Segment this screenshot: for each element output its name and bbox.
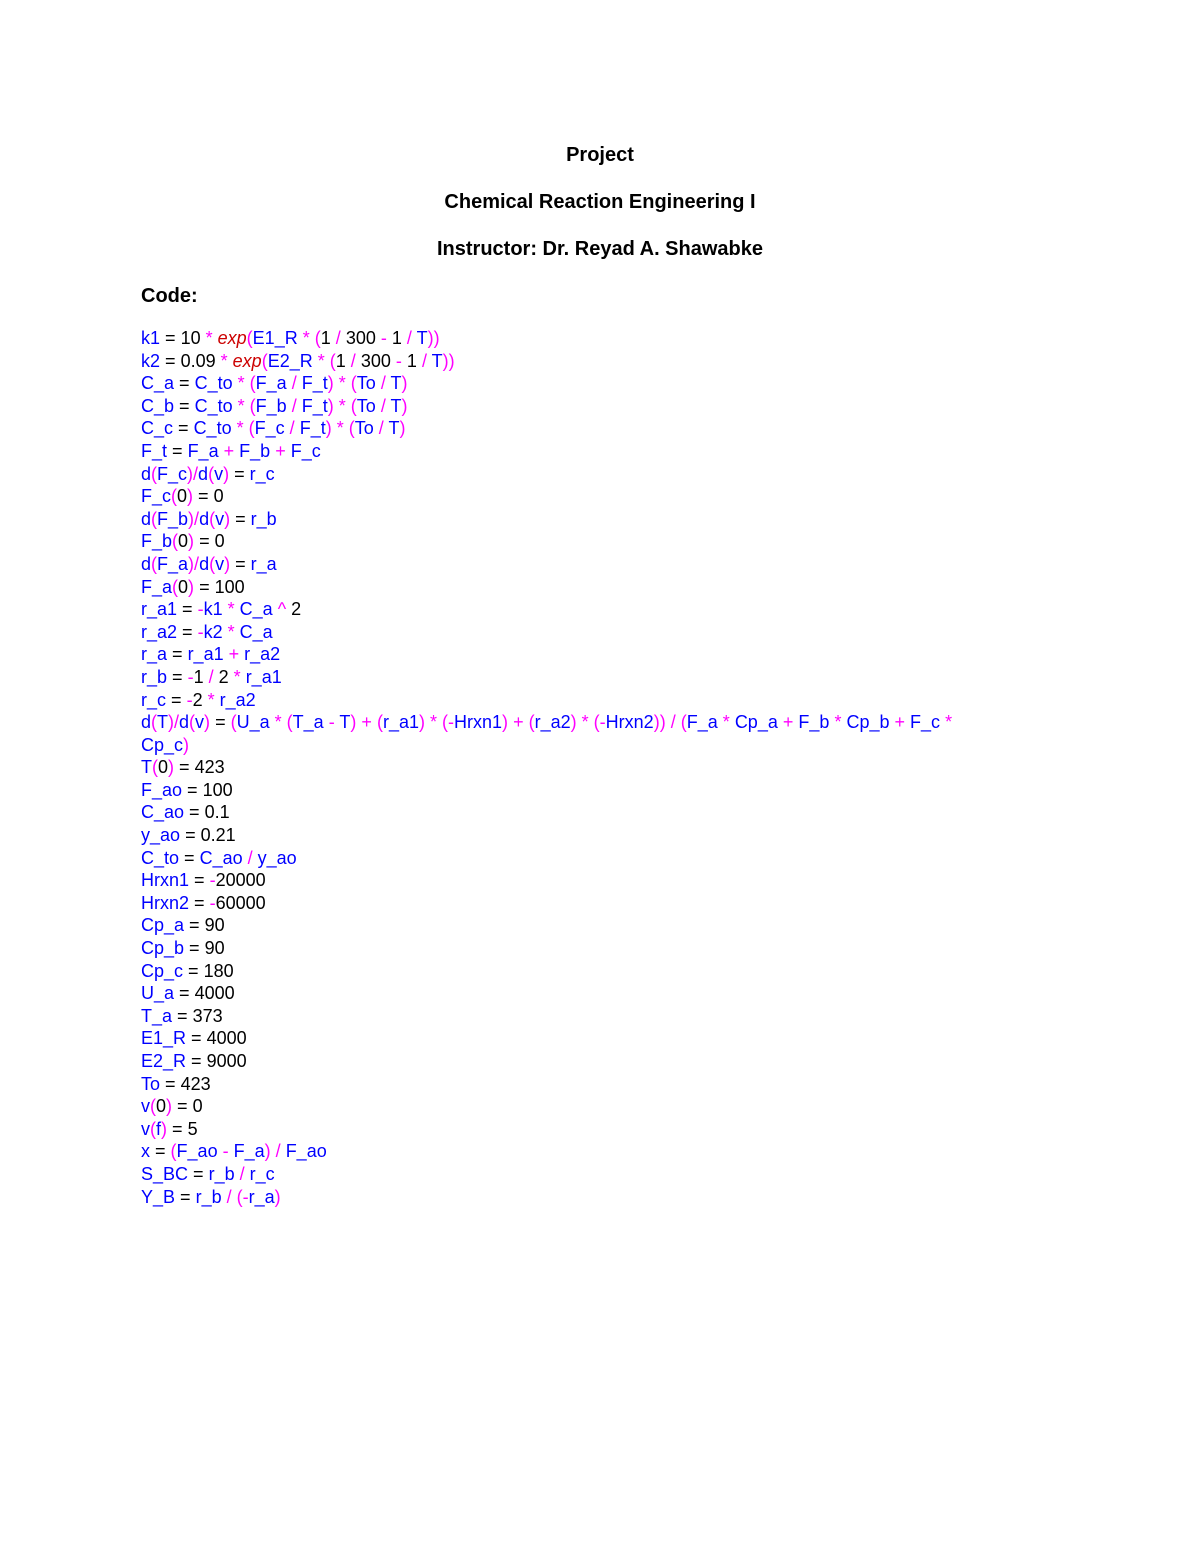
code-line: r_a1 = -k1 * C_a ^ 2 — [141, 599, 302, 620]
page-title: Project — [566, 144, 634, 166]
code-line: C_c = C_to * (F_c / F_t) * (To / T) — [141, 418, 406, 439]
code-line: C_to = C_ao / y_ao — [141, 847, 297, 868]
code-line: C_ao = 0.1 — [141, 802, 230, 823]
code-line: d(F_b)/d(v) = r_b — [141, 508, 277, 529]
code-line: T_a = 373 — [141, 1005, 223, 1026]
code-line: Hrxn2 = -60000 — [141, 892, 266, 913]
code-line: Cp_b = 90 — [141, 938, 225, 959]
code-line: E2_R = 9000 — [141, 1051, 247, 1071]
code-line: T(0) = 423 — [141, 757, 225, 778]
code-line: C_b = C_to * (F_b / F_t) * (To / T) — [141, 395, 408, 416]
code-line: Cp_c) — [141, 734, 190, 755]
code-line: r_a = r_a1 + r_a2 — [141, 644, 281, 665]
code-line: r_c = -2 * r_a2 — [141, 689, 256, 710]
code-line: Y_B = r_b / (-r_a) — [141, 1186, 281, 1207]
code-line: d(F_c)/d(v) = r_c — [141, 463, 275, 484]
code-line: Cp_a = 90 — [141, 915, 225, 936]
code-line: x = (F_ao - F_a) / F_ao — [141, 1141, 327, 1162]
code-line: C_a = C_to * (F_a / F_t) * (To / T) — [141, 373, 408, 394]
code-line: F_ao = 100 — [141, 779, 233, 800]
code-line: d(F_a)/d(v) = r_a — [141, 553, 277, 574]
code-line: k2 = 0.09 * exp(E2_R * (1 / 300 - 1 / T)) — [141, 350, 455, 371]
code-line: Hrxn1 = -20000 — [141, 870, 266, 891]
code-line: Cp_c = 180 — [141, 960, 234, 981]
code-line: F_a(0) = 100 — [141, 576, 245, 597]
code-line: d(T)/d(v) = (U_a * (T_a - T) + (r_a1) * (-Hrxn1) + (r_a2) * (-Hrxn2)) / (F_a * Cp_a + F_b * Cp_b + F_c * — [141, 712, 953, 733]
code-line: r_b = -1 / 2 * r_a1 — [141, 666, 282, 687]
code-line: U_a = 4000 — [141, 983, 235, 1004]
code-line: y_ao = 0.21 — [141, 825, 236, 846]
code-line: S_BC = r_b / r_c — [141, 1163, 275, 1184]
instructor-line: Instructor: Dr. Reyad A. Shawabke — [436, 238, 763, 260]
course-title: Chemical Reaction Engineering I — [444, 191, 756, 213]
code-line: k1 = 10 * exp(E1_R * (1 / 300 - 1 / T)) — [141, 328, 440, 348]
code-label: Code: — [141, 285, 198, 307]
code-block — [141, 327, 1091, 1208]
code-line: F_c(0) = 0 — [141, 486, 224, 507]
code-line: r_a2 = -k2 * C_a — [141, 621, 273, 642]
code-line: To = 423 — [141, 1073, 211, 1094]
code-line: v(0) = 0 — [141, 1096, 203, 1117]
code-line: F_t = F_a + F_b + F_c — [141, 440, 321, 461]
code-line: v(f) = 5 — [141, 1118, 198, 1139]
code-line: F_b(0) = 0 — [141, 531, 225, 552]
code-line: E1_R = 4000 — [141, 1028, 247, 1049]
